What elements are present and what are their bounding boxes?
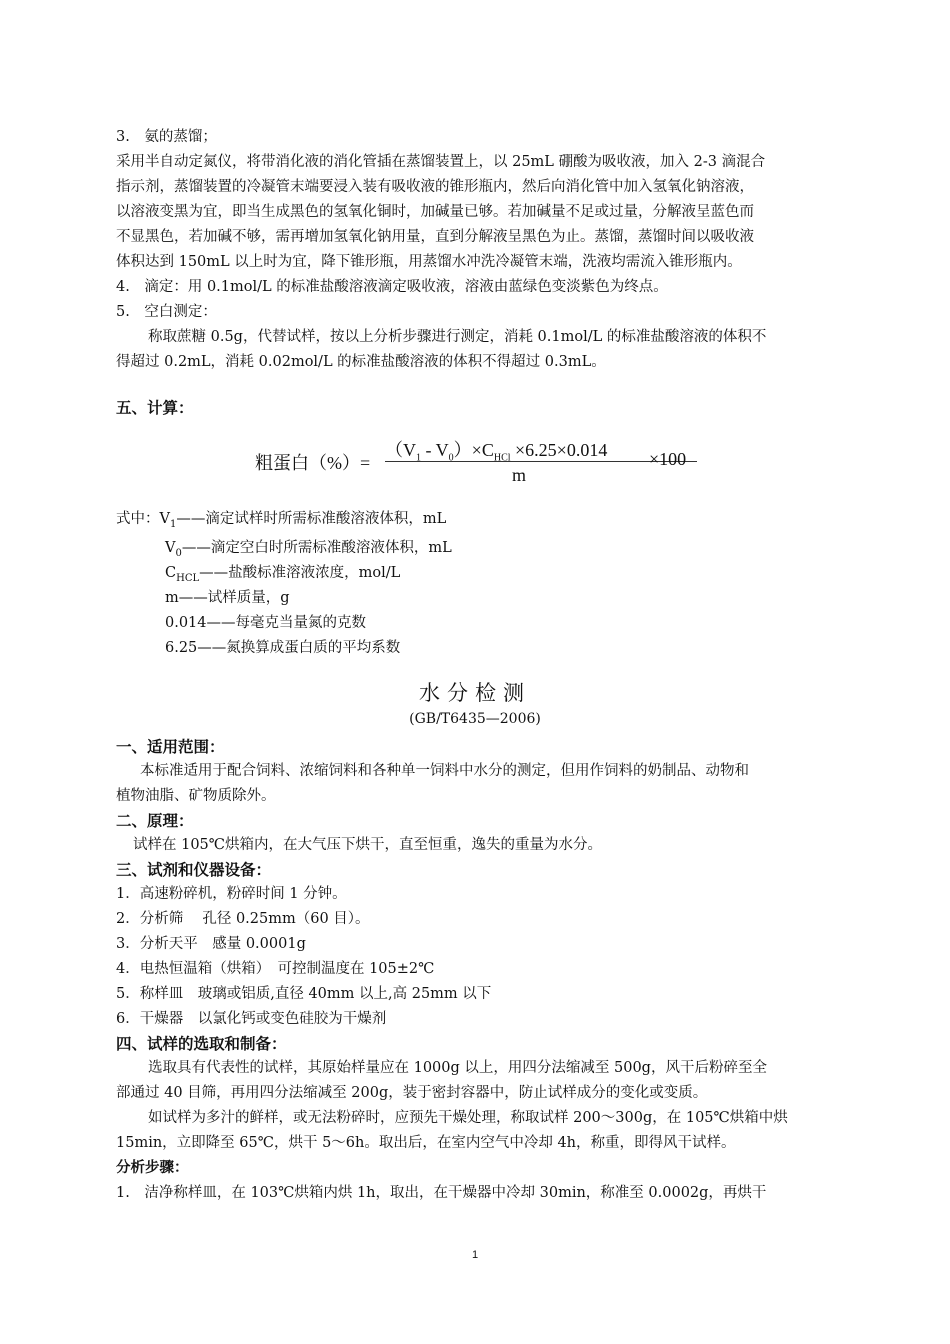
scope-heading: 一、适用范围： bbox=[116, 738, 225, 756]
formula-multiplier: ×100 bbox=[649, 449, 687, 469]
distill-line-4: 不显黑色，若加碱不够，需再增加氢氧化钠用量，直到分解液呈黑色为止。蒸馏，蒸馏时间以吸收液 bbox=[116, 229, 754, 245]
equipment-item: 6．干燥器 以氯化钙或变色硅胶为干燥剂 bbox=[116, 1011, 387, 1027]
def-v1: 式中：$V_1——$滴定试样时所需标准酸溶液体积，mL bbox=[116, 511, 447, 530]
principle-line: 试样在 105℃烘箱内，在大气压下烘干，直至恒重，逸失的重量为水分。 bbox=[133, 837, 603, 853]
step5-heading: 5. 空白测定： bbox=[116, 304, 217, 320]
formula-lhs: 粗蛋白（%）= bbox=[255, 453, 371, 473]
protein-formula bbox=[255, 436, 705, 488]
equipment-item: 2．分析筛 孔径 0.25mm（60 目）。 bbox=[116, 911, 370, 927]
def-0014: 0.014——每毫克当量氮的克数 bbox=[165, 615, 367, 631]
blank-line-2: 得超过 0.2mL，消耗 0.02mol/L 的标准盐酸溶液的体积不得超过 0.3mL。 bbox=[116, 354, 606, 370]
principle-heading: 二、原理： bbox=[116, 812, 194, 830]
sample-prep-line-3: 如试样为多汁的鲜样，或无法粉碎时，应预先干燥处理，称取试样 200～300g，在 105℃烘箱中烘 bbox=[148, 1110, 788, 1126]
sample-prep-heading: 四、试样的选取和制备： bbox=[116, 1035, 287, 1053]
blank-line-1: 称取蔗糖 0.5g，代替试样，按以上分析步骤进行测定，消耗 0.1mol/L 的标准盐酸溶液的体积不 bbox=[148, 329, 767, 345]
equipment-item: 4．电热恒温箱（烘箱） 可控制温度在 105±2℃ bbox=[116, 961, 435, 977]
step4-titration: 4. 滴定：用 0.1mol/L 的标准盐酸溶液滴定吸收液，溶液由蓝绿色变淡紫色为终点。 bbox=[116, 279, 668, 295]
formula-numerator: $(V_1 - V_0)\times C_{HCl} \times 6.25\times 0.014$ bbox=[385, 440, 608, 464]
equipment-item: 3．分析天平 感量 0.0001g bbox=[116, 936, 306, 952]
distill-line-1: 采用半自动定氮仪，将带消化液的消化管插在蒸馏装置上，以 25mL 硼酸为吸收液，加入 2-3 滴混合 bbox=[116, 154, 766, 170]
step3-heading: 3. 氨的蒸馏； bbox=[116, 129, 217, 145]
calc-heading: 五、计算： bbox=[116, 399, 194, 417]
def-v0: $V_0——$滴定空白时所需标准酸溶液体积，mL bbox=[165, 540, 452, 559]
equipment-item: 5．称样皿 玻璃或铝质,直径 40mm 以上,高 25mm 以下 bbox=[116, 986, 492, 1002]
distill-line-3: 以溶液变黑为宜，即当生成黑色的氢氧化铜时，加碱量已够。若加碱量不足或过量，分解液呈蓝色而 bbox=[116, 204, 754, 220]
section-title: 水分检测 bbox=[419, 681, 531, 705]
page-number: 1 bbox=[471, 1249, 479, 1261]
steps-heading: 分析步骤： bbox=[116, 1160, 189, 1176]
steps-line-1: 1. 洁净称样皿，在 103℃烘箱内烘 1h，取出，在干燥器中冷却 30min，称准至 0.0002g，再烘干 bbox=[116, 1185, 767, 1201]
def-625: 6.25——氮换算成蛋白质的平均系数 bbox=[165, 640, 401, 656]
equipment-heading: 三、试剂和仪器设备： bbox=[116, 861, 272, 879]
def-chcl: $C_{HCL}——$盐酸标准溶液浓度，mol/L bbox=[165, 565, 401, 584]
sample-prep-line-1: 选取具有代表性的试样，其原始样量应在 1000g 以上，用四分法缩减至 500g，风干后粉碎至全 bbox=[148, 1060, 767, 1076]
scope-line-2: 植物油脂、矿物质除外。 bbox=[116, 788, 276, 804]
distill-line-5: 体积达到 150mL 以上时为宜，降下锥形瓶，用蒸馏水冲洗冷凝管末端，洗液均需流入锥形瓶内。 bbox=[116, 254, 742, 270]
distill-line-2: 指示剂，蒸馏装置的冷凝管末端要浸入装有吸收液的锥形瓶内，然后向消化管中加入氢氧化钠溶液， bbox=[116, 179, 754, 195]
sample-prep-line-4: 15min，立即降至 65℃，烘干 5～6h。取出后，在室内空气中冷却 4h，称重，即得风干试样。 bbox=[116, 1135, 736, 1151]
standard-code: (GB/T6435—2006) bbox=[409, 711, 541, 727]
def-m: m——试样质量，g bbox=[165, 590, 290, 606]
equipment-item: 1．高速粉碎机，粉碎时间 1 分钟。 bbox=[116, 886, 347, 902]
formula-denominator: m bbox=[512, 465, 527, 485]
scope-line-1: 本标准适用于配合饲料、浓缩饲料和各种单一饲料中水分的测定，但用作饲料的奶制品、动物和 bbox=[140, 763, 749, 779]
sample-prep-line-2: 部通过 40 目筛，再用四分法缩减至 200g，装于密封容器中，防止试样成分的变化或变质。 bbox=[116, 1085, 708, 1101]
